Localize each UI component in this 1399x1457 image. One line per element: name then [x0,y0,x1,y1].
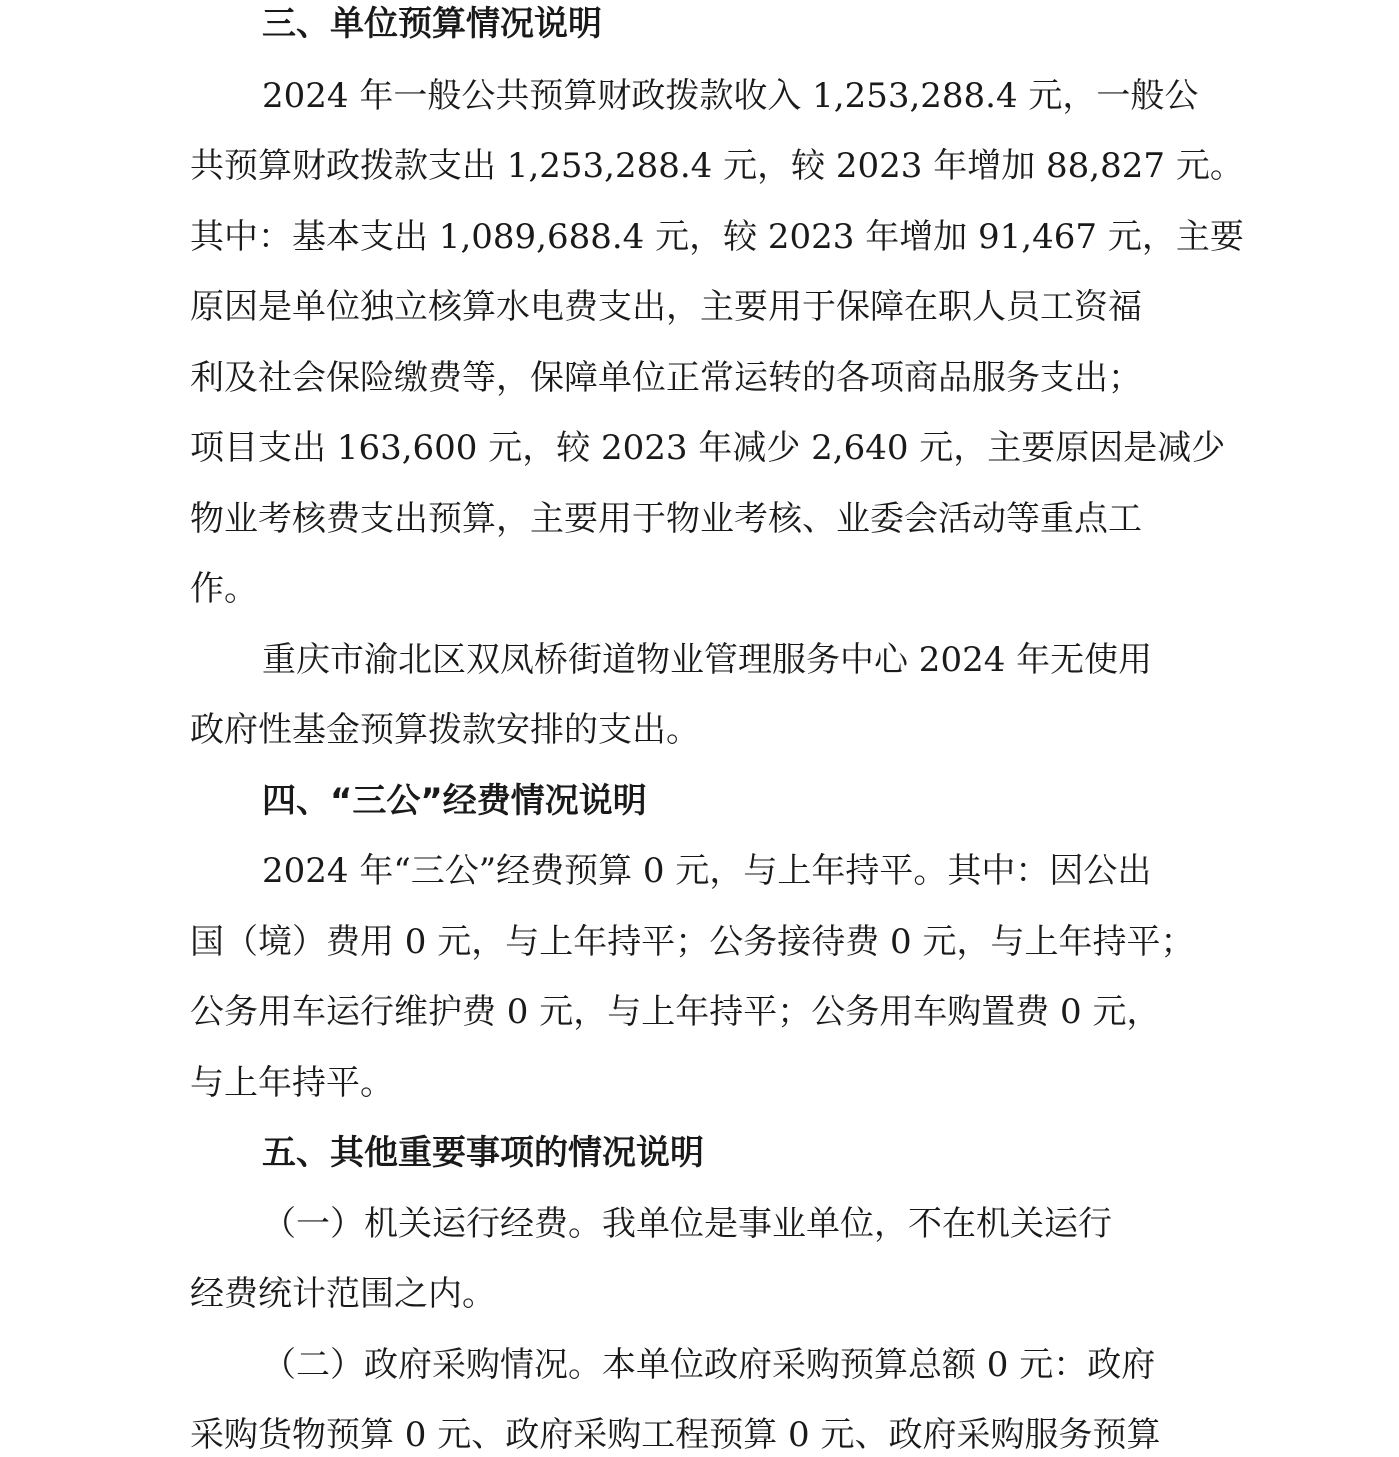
paragraph-line: 政府性基金预算拨款安排的支出。 [190,710,700,750]
paragraph-line: 公务用车运行维护费 0 元，与上年持平；公务用车购置费 0 元， [190,992,1161,1032]
paragraph-line: 原因是单位独立核算水电费支出，主要用于保障在职人员工资福 [190,287,1142,327]
paragraph-line: 采购货物预算 0 元、政府采购工程预算 0 元、政府采购服务预算 [190,1415,1161,1455]
paragraph-line: （二）政府采购情况。本单位政府采购预算总额 0 元：政府 [262,1345,1156,1385]
section-heading-3: 三、单位预算情况说明 [262,4,602,44]
paragraph-line: 2024 年“三公”经费预算 0 元，与上年持平。其中：因公出 [262,851,1152,891]
paragraph-line: 与上年持平。 [190,1063,394,1103]
paragraph-line: 国（境）费用 0 元，与上年持平；公务接待费 0 元，与上年持平； [190,922,1195,962]
section-heading-5: 五、其他重要事项的情况说明 [262,1133,704,1173]
paragraph-line: 重庆市渝北区双凤桥街道物业管理服务中心 2024 年无使用 [262,640,1153,680]
paragraph-line: 经费统计范围之内。 [190,1274,496,1314]
paragraph-line: 2024 年一般公共预算财政拨款收入 1,253,288.4 元，一般公 [262,76,1199,116]
paragraph-line: 利及社会保险缴费等，保障单位正常运转的各项商品服务支出； [190,358,1142,398]
paragraph-line: 项目支出 163,600 元，较 2023 年减少 2,640 元，主要原因是减少 [190,428,1226,468]
paragraph-line: 物业考核费支出预算，主要用于物业考核、业委会活动等重点工 [190,499,1142,539]
paragraph-line: （一）机关运行经费。我单位是事业单位，不在机关运行 [262,1204,1112,1244]
paragraph-line: 其中：基本支出 1,089,688.4 元，较 2023 年增加 91,467 元，主要 [190,217,1244,257]
paragraph-line: 共预算财政拨款支出 1,253,288.4 元，较 2023 年增加 88,827 元。 [190,146,1244,186]
section-heading-4: 四、“三公”经费情况说明 [262,781,647,821]
paragraph-line: 作。 [190,569,258,609]
